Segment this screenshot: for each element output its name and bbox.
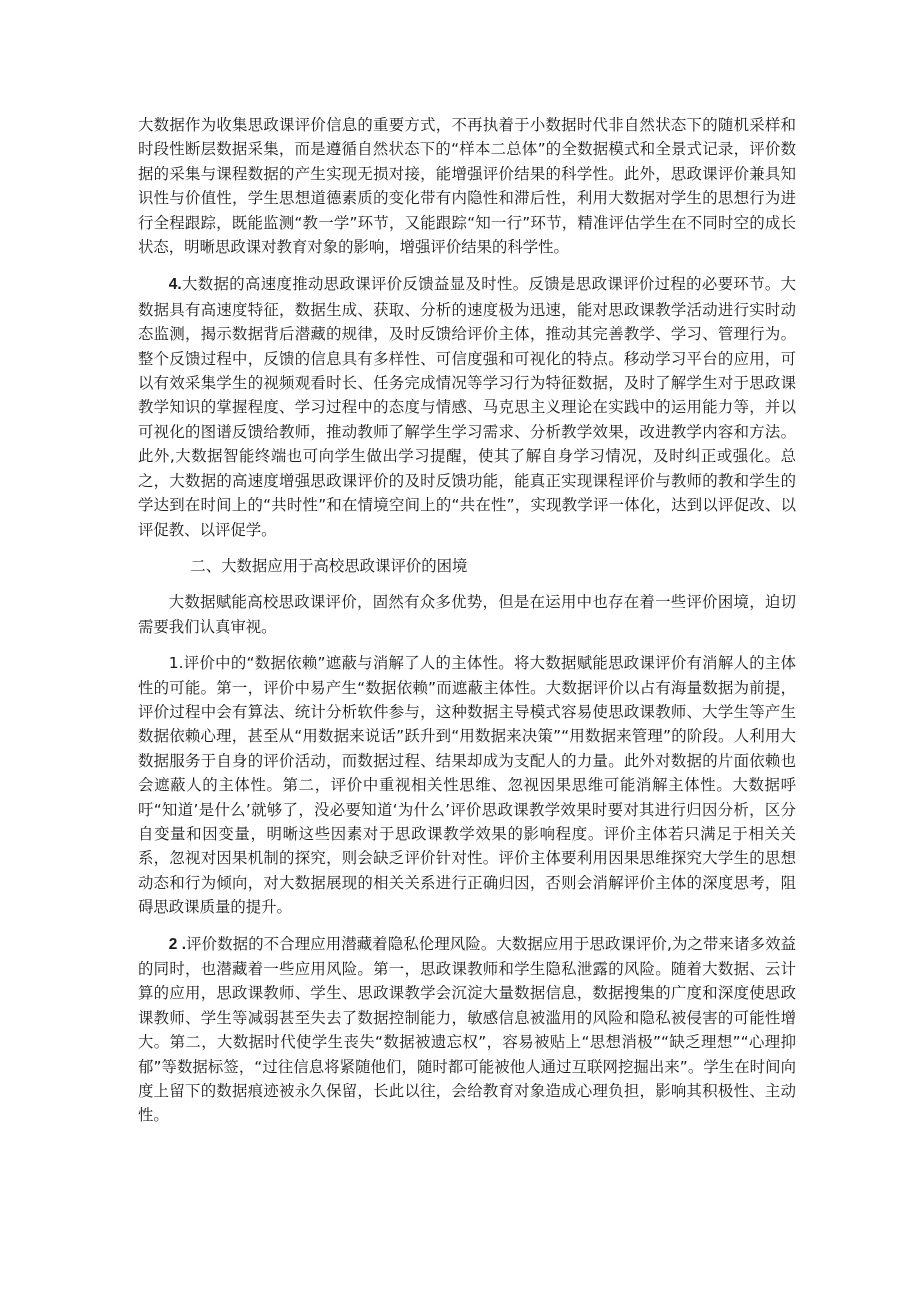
paragraph-1: 大数据作为收集思政课评价信息的重要方式，不再执着于小数据时代非自然状态下的随机采样和时段性断层数据采集，而是遵循自然状态下的“样本二总体”的全数据模式和全景式记录，评价数据的采集与课程数据的产生实现无损对接，能增强评价结果的科学性。此外，思政课评价兼具知识性与价值性，学生思想道德素质的变化带有内隐性和滞后性，利用大数据对学生的思想行为进行全程跟踪，既能监测“教一学”环节，又能跟踪“知一行”环节，精准评估学生在不同时空的成长状态，明晰思政课对教育对象的影响，增强评价结果的科学性。 [138, 116, 796, 257]
paragraph-5-text: 评价数据的不合理应用潜藏着隐私伦理风险。大数据应用于思政课评价,为之带来诸多效益的同时，也潜藏着一些应用风险。第一，思政课教师和学生隐私泄露的风险。随着大数据、云计算的应用，思政课教师、学生、思政课教学会沉淀大量数据信息，数据搜集的广度和深度使思政课教师、学生等减弱甚至失去了数据控制能力，敏感信息被滥用的风险和隐私被侵害的可能性增大。第二，大数据时代使学生丧失“数据被遗忘权”，容易被贴上“思想消极”“缺乏理想”“心理抑郁”等数据标签，“过往信息将紧随他们，随时都可能被他人通过互联网挖掘出来”。学生在时间向度上留下的数据痕迹被永久保留，长此以往，会给教育对象造成心理负担，影响其积极性、主动性。 [138, 934, 796, 1125]
paragraph-3: 大数据赋能高校思政课评价，固然有众多优势，但是在运用中也存在着一些评价困境，迫切需要我们认真审视。 [138, 593, 796, 636]
paragraph-5 [138, 932, 796, 1128]
section-heading: 二、大数据应用于高校思政课评价的困境 [190, 556, 468, 575]
paragraph-2 [138, 272, 796, 541]
paragraph-4: 1.评价中的“数据依赖”遮蔽与消解了人的主体性。将大数据赋能思政课评价有消解人的主体性的可能。第一，评价中易产生“数据依赖”而遮蔽主体性。大数据评价以占有海量数据为前提，评价过程中会有算法、统计分析软件参与，这种数据主导模式容易使思政课教师、大学生等产生数据依赖心理，甚至从“用数据来说话”跃升到“用数据来决策”“用数据来管理”的阶段。人利用大数据服务于自身的评价活动，而数据过程、结果却成为支配人的力量。此外对数据的片面依赖也会遮蔽人的主体性。第二，评价中重视相关性思维、忽视因果思维可能消解主体性。大数据呼吁“知道’是什么’就够了，没必要知道‘为什么’评价思政课教学效果时要对其进行归因分析，区分自变量和因变量，明晰这些因素对于思政课教学效果的影响程度。评价主体若只满足于相关关系，忽视对因果机制的探究，则会缺乏评价针对性。评价主体要利用因果思维探究大学生的思想动态和行为倾向，对大数据展现的相关关系进行正确归因，否则会消解评价主体的深度思考，阻碍思政课质量的提升。 [138, 654, 796, 917]
paragraph-2-text: 大数据的高速度推动思政课评价反馈益显及时性。反馈是思政课评价过程的必要环节。大数据具有高速度特征，数据生成、获取、分析的速度极为迅速，能对思政课教学活动进行实时动态监测，揭示数据背后潜藏的规律，及时反馈给评价主体，推动其完善教学、学习、管理行为。整个反馈过程中，反馈的信息具有多样性、可信度强和可视化的特点。移动学习平台的应用，可以有效采集学生的视频观看时长、任务完成情况等学习行为特征数据，及时了解学生对于思政课教学知识的掌握程度、学习过程中的态度与情感、马克思主义理论在实践中的运用能力等，并以可视化的图谱反馈给教师，推动教师了解学生学习需求、分析教学效果，改进教学内容和方法。此外,大数据智能终端也可向学生做出学习提醒，使其了解自身学习情况，及时纠正或强化。总之，大数据的高速度增强思政课评价的及时反馈功能，能真正实现课程评价与教师的教和学生的学达到在时间上的“共时性”和在情境空间上的“共在性”，实现教学评一体化，达到以评促改、以评促教、以评促学。 [138, 275, 796, 539]
document-page [138, 113, 796, 1128]
paragraph-2-number: 4. [168, 276, 182, 294]
paragraph-5-number: 2 . [168, 935, 187, 953]
